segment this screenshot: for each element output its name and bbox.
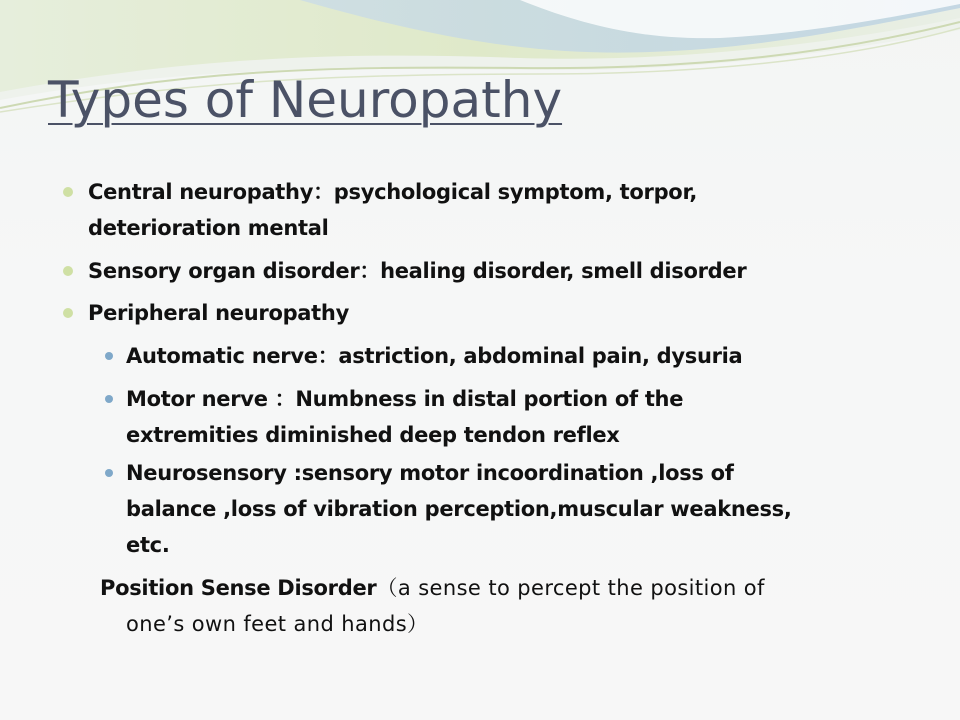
note-text: （a sense to percept the position of [376,576,765,600]
bullet-text-line: deterioration mental [88,216,329,240]
sub-bullet-marker-icon [105,469,113,477]
sub-bullet-automatic-nerve: Automatic nerve：astriction, abdominal pain, dysuria [126,344,743,368]
sub-bullet-marker-icon [105,395,113,403]
sub-bullet-motor-nerve [126,381,916,453]
bullet-text-line: Motor nerve ：Numbness in distal portion of the [126,387,684,411]
position-sense-note [100,570,920,642]
bullet-text-line: etc. [126,533,170,557]
sub-bullet-neurosensory [126,455,916,563]
note-text-continued: one’s own feet and hands） [126,612,429,636]
bullet-marker-icon [63,266,73,276]
bullet-marker-icon [63,308,73,318]
bullet-marker-icon [63,187,73,197]
sub-bullet-marker-icon [105,352,113,360]
bullet-peripheral-neuropathy: Peripheral neuropathy [88,301,349,325]
note-label: Position Sense Disorder [100,576,377,600]
bullet-text-line: extremities diminished deep tendon reflex [126,423,620,447]
bullet-text-line: Central neuropathy：psychological symptom, torpor, [88,180,698,204]
bullet-text-line: balance ,loss of vibration perception,muscular weakness, [126,497,792,521]
slide-title: Types of Neuropathy [48,71,563,129]
bullet-sensory-organ-disorder: Sensory organ disorder：healing disorder, smell disorder [88,259,747,283]
bullet-central-neuropathy [88,174,918,246]
bullet-text-line: Neurosensory :sensory motor incoordination ,loss of [126,461,734,485]
